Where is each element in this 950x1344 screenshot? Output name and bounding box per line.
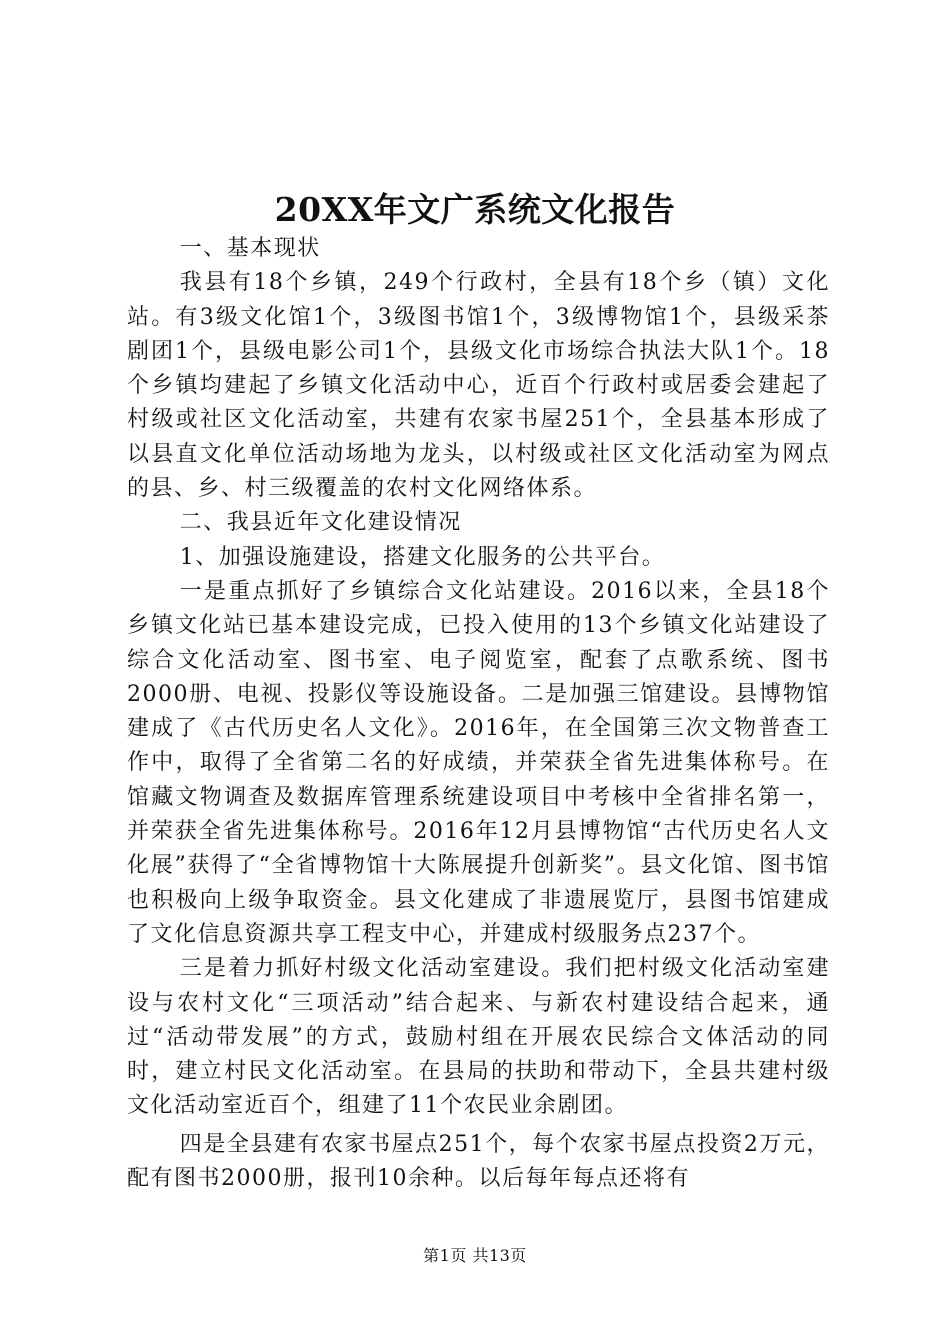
paragraph-basic-status: 我县有18个乡镇，249个行政村，全县有18个乡（镇）文化站。有3级文化馆1个，3级图书馆1个，3级博物馆1个，县级采茶剧团1个，县级电影公司1个，县级文化市场综合执法大队1个。18个乡镇均建起了乡镇文化活动中心，近百个行政村或居委会建起了村级或社区文化活动室，共建有农家书屋251个，全县基本形成了以县直文化单位活动场地为龙头，以村级或社区文化活动室为网点的县、乡、村三级覆盖的农村文化网络体系。 (127, 270, 830, 502)
section-heading-recent-construction: 二、我县近年文化建设情况 (179, 510, 462, 536)
paragraph-village-activity-rooms: 三是着力抓好村级文化活动室建设。我们把村级文化活动室建设与农村文化“三项活动”结合起来、与新农村建设结合起来，通过“活动带发展”的方式，鼓励村组在开展农民综合文体活动的同时，建立村民文化活动室。在县局的扶助和带动下，全县共建村级文化活动室近百个，组建了11个农民业余剧团。 (127, 956, 830, 1119)
paragraph-farm-bookhouses: 四是全县建有农家书屋点251个，每个农家书屋点投资2万元，配有图书2000册，报刊10余种。以后每年每点还将有 (127, 1131, 830, 1192)
page-footer: 第1页 共13页 (423, 1246, 527, 1265)
document-body (127, 232, 830, 1196)
section-heading-basic-status: 一、基本现状 (179, 236, 321, 261)
document-title: 20XX年文广系统文化报告 (274, 190, 676, 229)
subheading-facility-construction: 1、加强设施建设，搭建文化服务的公共平台。 (179, 544, 666, 570)
paragraph-township-stations: 一是重点抓好了乡镇综合文化站建设。2016以来，全县18个乡镇文化站已基本建设完成，已投入使用的13个乡镇文化站建设了综合文化活动室、图书室、电子阅览室，配套了点歌系统、图书2000册、电视、投影仪等设施设备。二是加强三馆建设。县博物馆建成了《古代历史名人文化》。2016年，在全国第三次文物普查工作中，取得了全省第二名的好成绩，并荣获全省先进集体称号。在馆藏文物调查及数据库管理系统建设项目中考核中全省排名第一，并荣获全省先进集体称号。2016年12月县博物馆“古代历史名人文化展”获得了“全省博物馆十大陈展提升创新奖”。县文化馆、图书馆也积极向上级争取资金。县文化建成了非遗展览厅，县图书馆建成了文化信息资源共享工程支中心，并建成村级服务点237个。 (127, 578, 830, 947)
